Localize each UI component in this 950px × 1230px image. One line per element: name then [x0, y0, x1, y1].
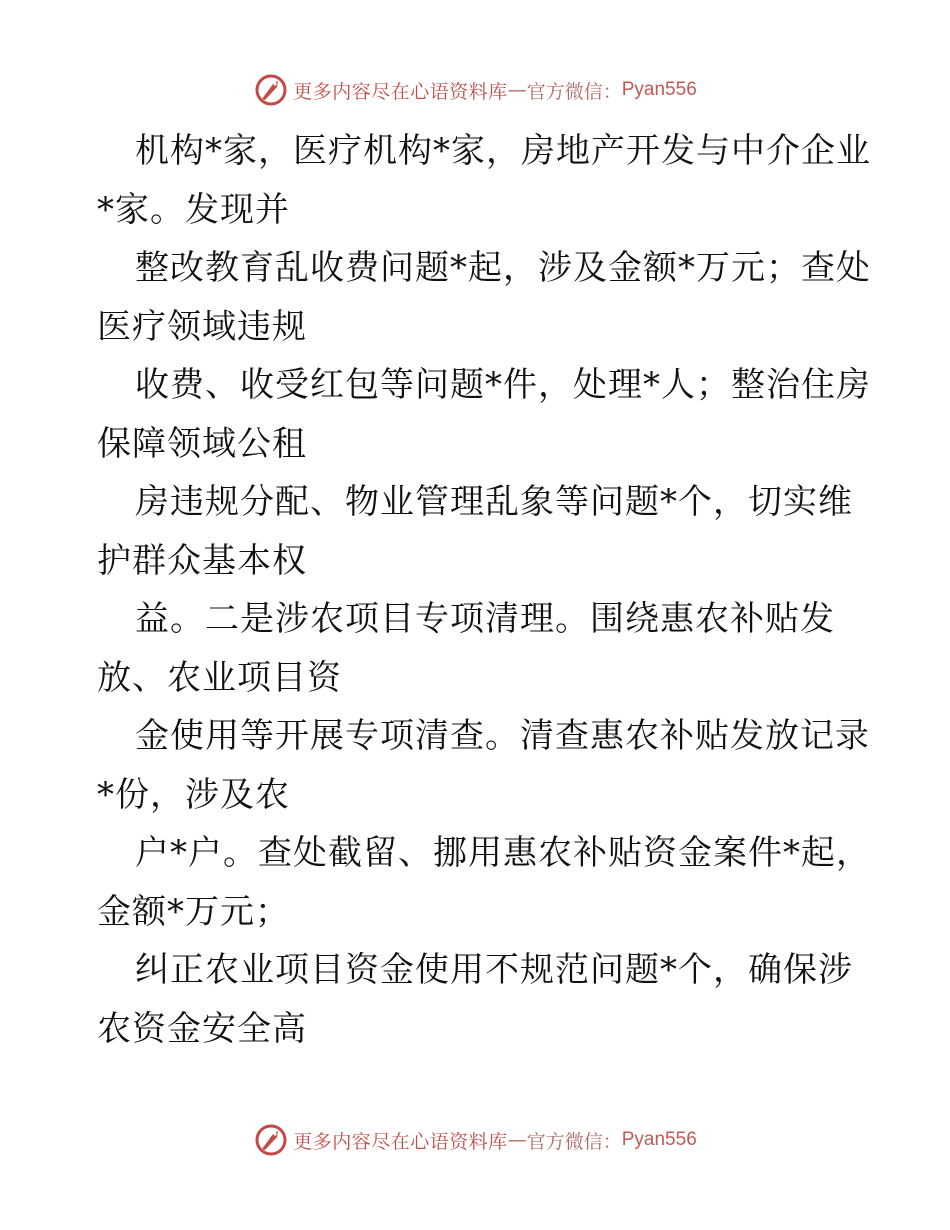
paragraph	[97, 356, 871, 473]
footer-dash: —	[507, 1129, 527, 1151]
paragraph-line: 益。二是涉农项目专项清理。围绕惠农补贴发	[135, 599, 835, 639]
paragraph-line: 整改教育乱收费问题*起，涉及金额*万元；查处	[135, 248, 871, 288]
paragraph	[97, 473, 857, 590]
paragraph-line: 收费、收受红包等问题*件，处理*人；整治住房	[135, 365, 871, 405]
header-watermark	[0, 70, 950, 110]
paragraph-line: 房违规分配、物业管理乱象等问题*个，切实维	[135, 482, 853, 522]
pen-nib-logo-icon	[253, 72, 289, 108]
paragraph-line: *家。发现并	[97, 189, 290, 230]
paragraph-line: 机构*家，医疗机构*家，房地产开发与中介企业	[135, 131, 871, 171]
footer-wechat-label: 官方微信：	[526, 1130, 622, 1153]
paragraph-line: 金使用等开展专项清查。清查惠农补贴发放记录	[135, 716, 870, 756]
header-site-name: 更多内容尽在心语资料库	[293, 80, 508, 103]
paragraph-line: *份，涉及农	[97, 774, 290, 815]
document-body	[97, 122, 871, 1058]
paragraph	[97, 707, 870, 824]
footer-watermark	[0, 1120, 950, 1160]
header-wechat-label: 官方微信：	[526, 80, 622, 103]
paragraph-line: 护群众基本权	[97, 540, 307, 581]
paragraph-line: 医疗领域违规	[97, 306, 307, 347]
header-dash: —	[507, 79, 527, 101]
paragraph-line: 户*户。查处截留、挪用惠农补贴资金案件*起，	[135, 833, 871, 873]
paragraph-line: 农资金安全高	[97, 1008, 307, 1049]
footer-site-name: 更多内容尽在心语资料库	[293, 1130, 508, 1153]
paragraph-line: 金额*万元；	[97, 891, 290, 932]
paragraph-line: 保障领域公租	[97, 423, 307, 464]
pen-nib-logo-icon	[253, 1122, 289, 1158]
paragraph	[97, 941, 857, 1058]
paragraph	[97, 239, 871, 356]
paragraph	[97, 122, 871, 239]
paragraph	[97, 590, 857, 707]
header-wechat-id: Pyan556	[621, 79, 697, 100]
paragraph-line: 纠正农业项目资金使用不规范问题*个，确保涉	[135, 950, 853, 990]
footer-wechat-id: Pyan556	[621, 1129, 697, 1150]
paragraph-line: 放、农业项目资	[97, 657, 342, 698]
paragraph	[97, 824, 871, 941]
